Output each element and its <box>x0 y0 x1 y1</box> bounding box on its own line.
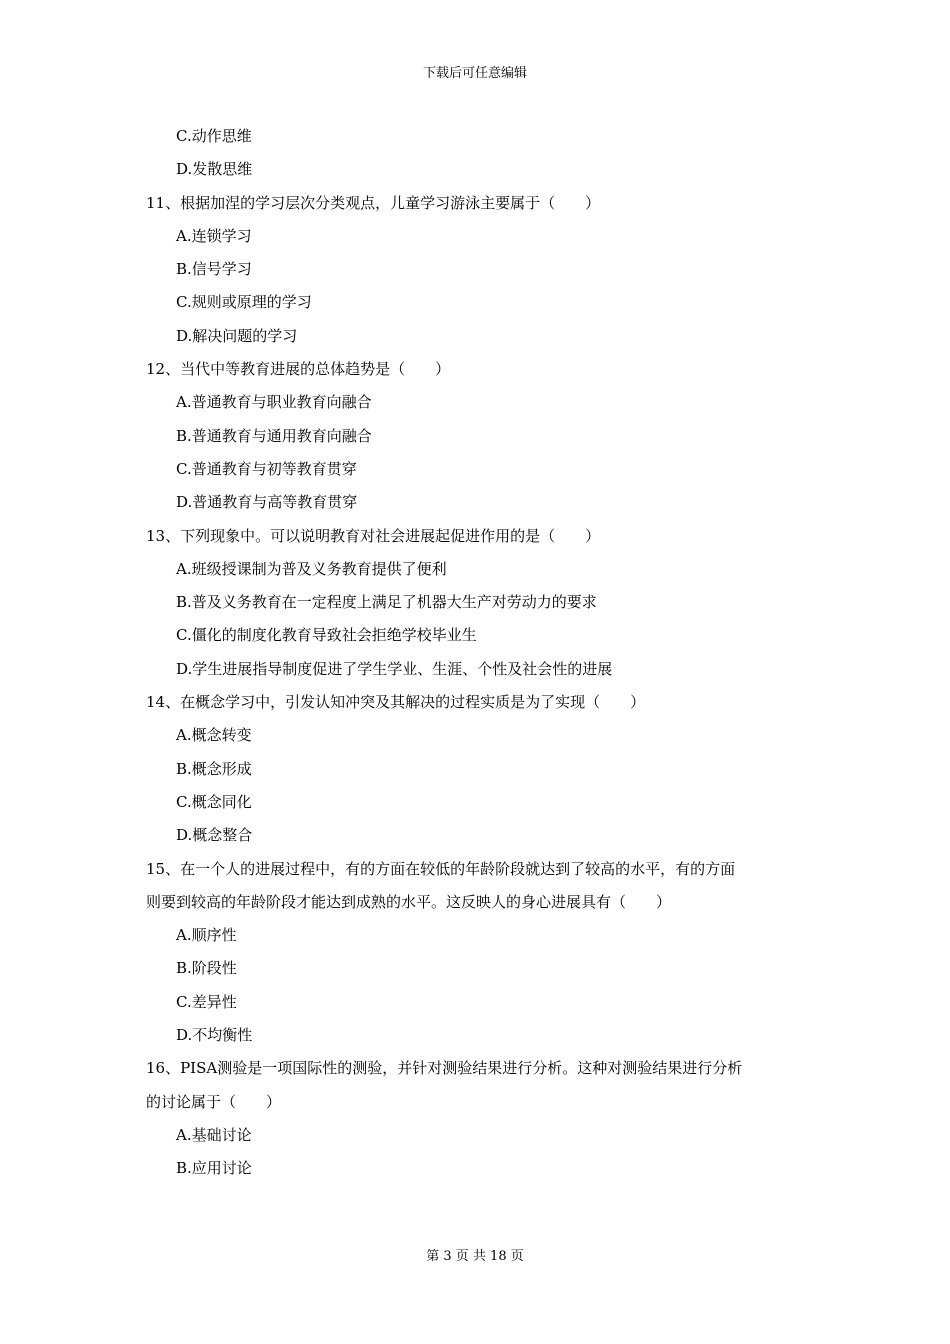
question-line: 16、PISA测验是一项国际性的测验，并针对测验结果进行分析。这种对测验结果进行分析 <box>146 1059 743 1078</box>
option-line: D.概念整合 <box>176 826 253 845</box>
option-line: D.普通教育与高等教育贯穿 <box>176 493 358 512</box>
page-footer: 第 3 页 共 18 页 <box>426 1249 524 1264</box>
question-list <box>146 120 806 1186</box>
option-line: B.阶段性 <box>176 959 237 978</box>
option-line: C.僵化的制度化教育导致社会拒绝学校毕业生 <box>176 626 477 645</box>
option-line: A.基础讨论 <box>176 1125 252 1144</box>
question-line: 则要到较高的年龄阶段才能达到成熟的水平。这反映人的身心进展具有（ ） <box>146 892 672 911</box>
option-line: D.学生进展指导制度促进了学生学业、生涯、个性及社会性的进展 <box>176 659 613 678</box>
option-line: A.普通教育与职业教育向融合 <box>176 393 372 412</box>
option-line: A.顺序性 <box>176 926 237 945</box>
question-line: 14、在概念学习中，引发认知冲突及其解决的过程实质是为了实现（ ） <box>146 693 646 712</box>
option-line: D.解决问题的学习 <box>176 326 298 345</box>
option-line: B.应用讨论 <box>176 1159 252 1178</box>
option-line: A.连锁学习 <box>176 226 252 245</box>
question-line: 13、下列现象中。可以说明教育对社会进展起促进作用的是（ ） <box>146 526 601 545</box>
page-header: 下载后可任意编辑 <box>422 66 527 81</box>
question-line: 11、根据加涅的学习层次分类观点，儿童学习游泳主要属于（ ） <box>146 193 601 212</box>
option-line: B.普及义务教育在一定程度上满足了机器大生产对劳动力的要求 <box>176 593 597 612</box>
option-line: D.不均衡性 <box>176 1026 253 1045</box>
option-line: A.概念转变 <box>176 726 252 745</box>
option-line: B.普通教育与通用教育向融合 <box>176 426 372 445</box>
option-line: C.概念同化 <box>176 792 252 811</box>
option-line: C.普通教育与初等教育贯穿 <box>176 459 357 478</box>
question-line: 15、在一个人的进展过程中，有的方面在较低的年龄阶段就达到了较高的水平，有的方面 <box>146 859 736 878</box>
question-line: 的讨论属于（ ） <box>146 1092 282 1111</box>
option-line: C.差异性 <box>176 992 237 1011</box>
question-line: 12、当代中等教育进展的总体趋势是（ ） <box>146 360 451 379</box>
option-line: C.动作思维 <box>176 127 252 145</box>
option-line: B.信号学习 <box>176 260 252 279</box>
option-line: B.概念形成 <box>176 759 252 778</box>
option-line: A.班级授课制为普及义务教育提供了便利 <box>176 559 447 578</box>
option-line: C.规则或原理的学习 <box>176 293 312 312</box>
option-line: D.发散思维 <box>176 160 253 179</box>
